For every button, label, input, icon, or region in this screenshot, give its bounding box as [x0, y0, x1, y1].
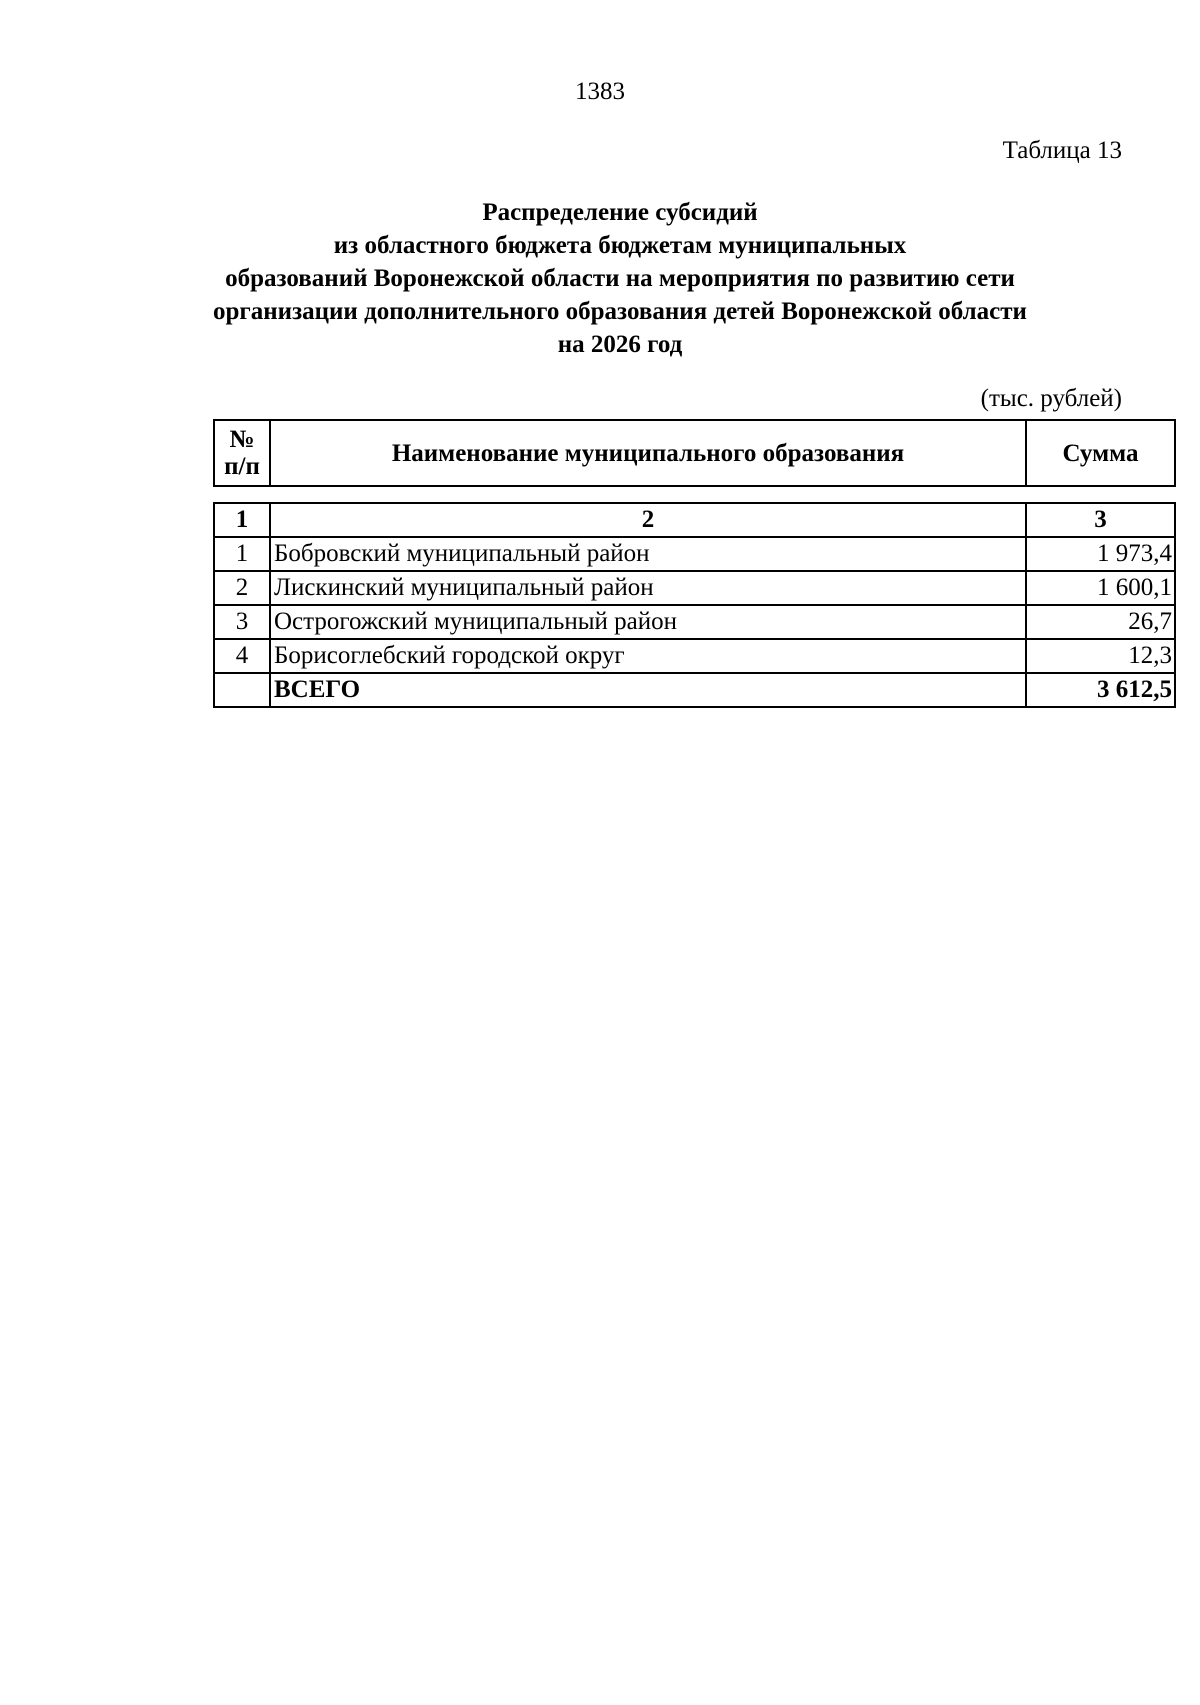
- row-name: Лискинский муниципальный район: [270, 571, 1026, 605]
- header-no-line1: №: [229, 426, 255, 453]
- table-row: [214, 537, 1175, 571]
- row-sum: 1 600,1: [1026, 571, 1175, 605]
- header-sum: Сумма: [1026, 420, 1175, 486]
- title-line: из областного бюджета бюджетам муниципальных: [333, 232, 907, 259]
- row-name: Острогожский муниципальный район: [270, 605, 1026, 639]
- table-row: [214, 571, 1175, 605]
- row-name: Борисоглебский городской округ: [270, 639, 1026, 673]
- title-line: организации дополнительного образования детей Воронежской области: [213, 298, 1027, 325]
- row-number: 2: [214, 571, 270, 605]
- column-number: 2: [270, 503, 1026, 537]
- row-sum: 12,3: [1026, 639, 1175, 673]
- table-row: [214, 605, 1175, 639]
- total-row: [214, 673, 1175, 707]
- row-name: Бобровский муниципальный район: [270, 537, 1026, 571]
- column-number: 3: [1026, 503, 1175, 537]
- total-label: ВСЕГО: [270, 673, 1026, 707]
- document-title: [180, 196, 1060, 361]
- column-number-row: [214, 503, 1175, 537]
- header-row: [214, 420, 1175, 486]
- header-no-line2: п/п: [224, 453, 260, 480]
- row-sum: 1 973,4: [1026, 537, 1175, 571]
- row-number: 4: [214, 639, 270, 673]
- row-number: 3: [214, 605, 270, 639]
- table-header: [213, 419, 1176, 487]
- title-line: на 2026 год: [557, 331, 683, 358]
- data-table: [213, 502, 1176, 708]
- units-label: (тыс. рублей): [980, 385, 1122, 412]
- total-number-empty: [214, 673, 270, 707]
- row-sum: 26,7: [1026, 605, 1175, 639]
- title-line: образований Воронежской области на мероприятия по развитию сети: [225, 265, 1015, 292]
- row-number: 1: [214, 537, 270, 571]
- table-row: [214, 639, 1175, 673]
- table-label: Таблица 13: [1002, 137, 1122, 164]
- header-name: Наименование муниципального образования: [270, 420, 1026, 486]
- page-number: 1383: [575, 78, 625, 105]
- total-sum: 3 612,5: [1026, 673, 1175, 707]
- column-number: 1: [214, 503, 270, 537]
- title-line: Распределение субсидий: [482, 199, 758, 226]
- header-no: [214, 420, 270, 486]
